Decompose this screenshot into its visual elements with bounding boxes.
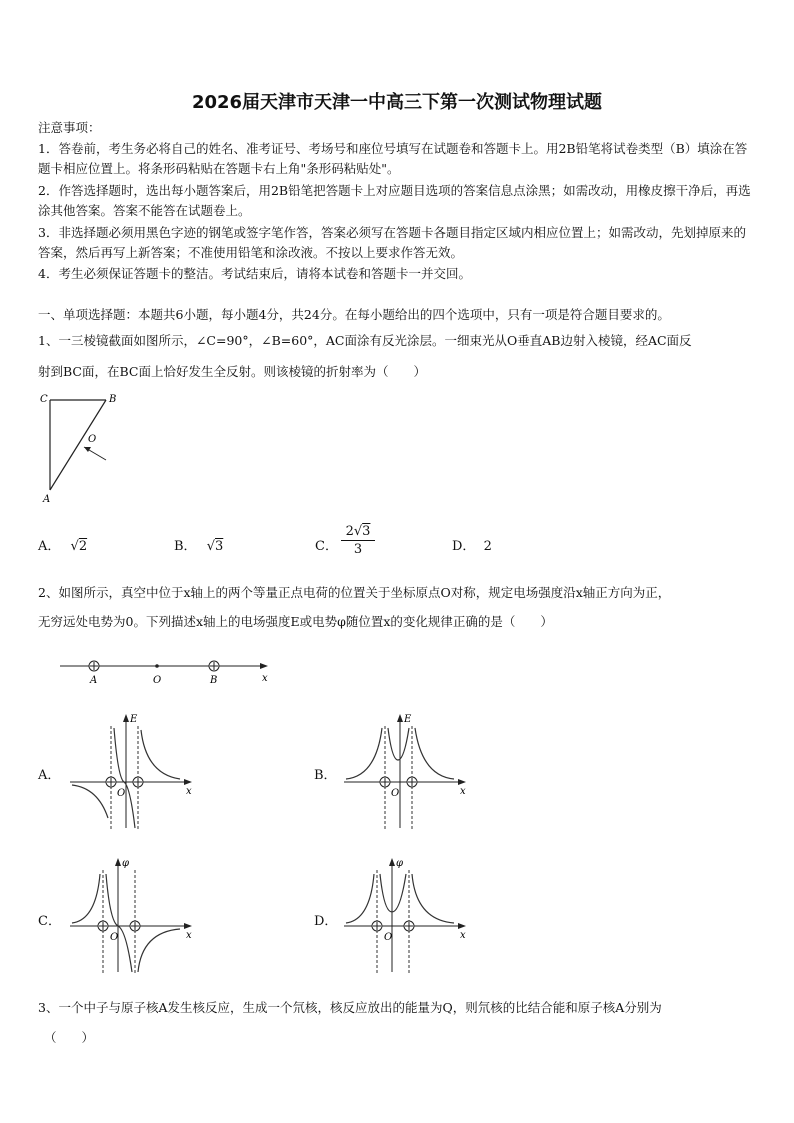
sqrt-icon: √	[70, 539, 79, 554]
graph-a-e-field	[62, 708, 202, 834]
q1-option-c[interactable]	[315, 535, 338, 554]
option-c-label: C．	[315, 539, 338, 554]
sqrt-icon: √	[353, 524, 363, 539]
vertex-label-b: B	[109, 394, 117, 405]
graph-a-origin: O	[117, 788, 126, 799]
question-2-line-1: 2、如图所示，真空中位于x轴上的两个等量正点电荷的位置关于坐标原点O对称，规定电场强度沿x轴正方向为正，	[38, 585, 671, 600]
question-3-line-2: （ ）	[44, 1030, 95, 1045]
question-1-line-1: 1、一三棱镜截面如图所示，∠C=90°，∠B=60°，AC面涂有反光涂层。一细束光从O垂直AB边射入棱镜，经AC面反	[38, 333, 692, 348]
option-c-fraction	[341, 524, 375, 559]
note-item-1: 1．答卷前，考生务必将自己的姓名、准考证号、考场号和座位号填写在试题卷和答题卡上。用2B铅笔将试卷类型（B）填涂在答题卡相应位置上。将条形码粘贴在答题卡右上角"条形码粘贴处"。	[38, 141, 748, 176]
option-d-label: D．	[452, 539, 476, 554]
fraction-denominator: 3	[353, 542, 363, 557]
graph-c-origin: O	[110, 932, 119, 943]
q2-option-b[interactable]: B．	[314, 768, 337, 783]
graph-b-e-field	[336, 708, 476, 834]
graph-d-potential	[336, 852, 476, 978]
charge-label-a: A	[90, 675, 98, 686]
sqrt-icon: √	[206, 539, 215, 554]
q2-option-c[interactable]: C．	[38, 914, 61, 929]
graph-a-axis-x: x	[186, 786, 192, 797]
axis-label-x: x	[262, 673, 268, 684]
prism-figure	[34, 390, 134, 508]
graph-b-axis-e: E	[404, 714, 412, 725]
vertex-label-c: C	[40, 394, 48, 405]
option-b-value: 3	[215, 539, 224, 554]
graph-d-origin: O	[384, 932, 393, 943]
section-heading: 一、单项选择题：本题共6小题，每小题4分，共24分。在每小题给出的四个选项中，只有一项是符合题目要求的。	[38, 307, 670, 322]
notes-heading: 注意事项：	[38, 120, 101, 135]
note-item-4: 4．考生必须保证答题卡的整洁。考试结束后，请将本试卷和答题卡一并交回。	[38, 266, 471, 281]
q2-option-a[interactable]: A．	[38, 768, 61, 783]
graph-c-axis-phi: φ	[122, 858, 130, 869]
note-item-3: 3．非选择题必须用黑色字迹的钢笔或签字笔作答，答案必须写在答题卡各题目指定区域内相应位置上；如需改动，先划掉原来的答案，然后再写上新答案；不准使用铅笔和涂改液。不按以上要求作答无效。	[38, 225, 746, 260]
note-item-2: 2．作答选择题时，选出每小题答案后，用2B铅笔把答题卡上对应题目选项的答案信息点涂黑；如需改动，用橡皮擦干净后，再选涂其他答案。答案不能答在试题卷上。	[38, 183, 751, 218]
option-a-label: A．	[38, 539, 61, 554]
q1-option-d[interactable]	[452, 535, 492, 554]
graph-d-axis-phi: φ	[396, 858, 404, 869]
graph-b-axis-x: x	[460, 786, 466, 797]
question-1-line-2: 射到BC面，在BC面上恰好发生全反射。则该棱镜的折射率为（ ）	[38, 364, 426, 379]
option-d-value: 2	[483, 539, 492, 554]
charge-axis-figure	[56, 655, 276, 687]
option-a-value: 2	[78, 539, 88, 554]
graph-b-origin: O	[391, 788, 400, 799]
option-b-label: B．	[174, 539, 197, 554]
question-2-line-2: 无穷远处电势为0。下列描述x轴上的电场强度E或电势φ随位置x的变化规律正确的是（ ）	[38, 614, 553, 629]
graph-d-axis-x: x	[460, 930, 466, 941]
graph-c-axis-x: x	[186, 930, 192, 941]
q1-option-a[interactable]	[38, 535, 87, 554]
page-title: 2026届天津市天津一中高三下第一次测试物理试题	[191, 92, 603, 113]
origin-label: O	[153, 675, 162, 686]
graph-c-potential	[62, 852, 202, 978]
charge-label-b: B	[210, 675, 218, 686]
fraction-numerator: 2	[345, 524, 354, 539]
graph-a-axis-e: E	[130, 714, 138, 725]
q2-option-d[interactable]: D．	[314, 914, 338, 929]
q1-option-b[interactable]	[174, 535, 223, 554]
vertex-label-a: A	[43, 494, 51, 505]
point-label-o: O	[88, 434, 97, 445]
fraction-radicand: 3	[362, 524, 371, 539]
question-3-line-1: 3、一个中子与原子核A发生核反应，生成一个氘核，核反应放出的能量为Q，则氘核的比结合能和原子核A分别为	[38, 1000, 662, 1015]
